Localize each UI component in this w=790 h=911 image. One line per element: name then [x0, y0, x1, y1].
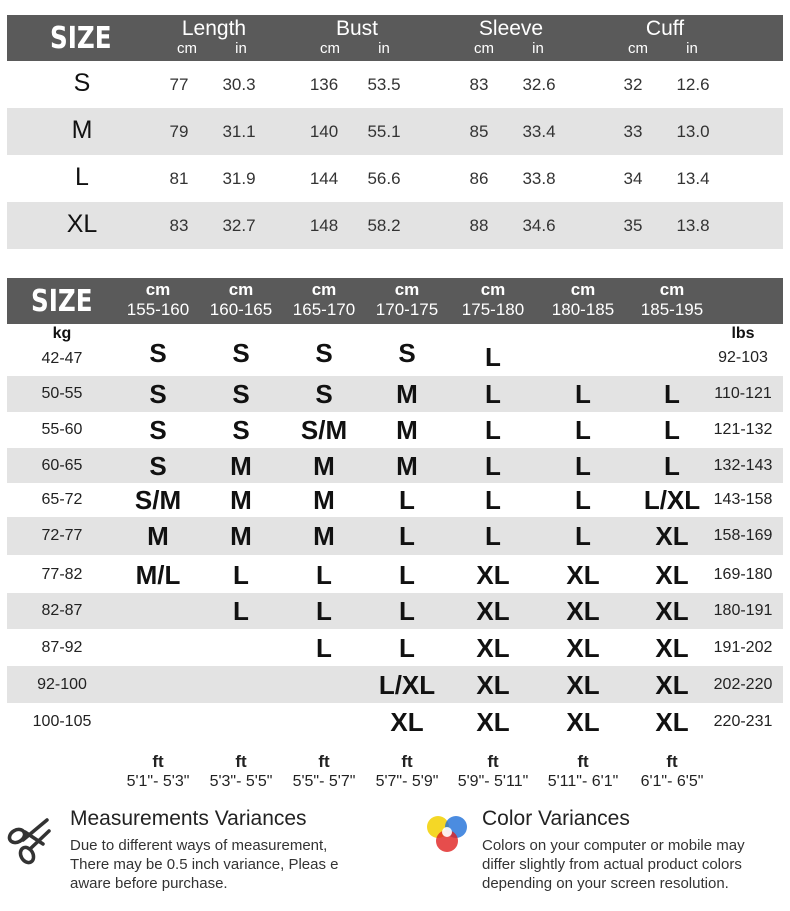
recommended-size: S	[232, 415, 250, 445]
recommended-size: S	[315, 338, 333, 368]
weight-lbs: 132-143	[713, 456, 773, 474]
recommended-size: XL	[655, 521, 689, 551]
table-cell: 33.8	[522, 169, 556, 188]
recommended-size: L	[485, 342, 501, 372]
recommended-size: L	[485, 450, 501, 481]
recommended-size: L	[485, 415, 501, 445]
recommended-size: L	[233, 596, 249, 626]
recommended-size: S	[149, 338, 167, 368]
recommended-size: XL	[566, 596, 600, 626]
size-recommendation-table	[7, 278, 783, 324]
recommended-size: M	[313, 521, 335, 551]
height-cm-header: cm 155-160	[126, 280, 190, 319]
height-ft-label: ft 5'5"- 5'7"	[292, 752, 356, 790]
recommended-size: L	[664, 379, 680, 409]
weight-kg: 55-60	[41, 421, 83, 438]
table-cell: 34	[623, 169, 643, 188]
recommended-size: XL	[476, 559, 510, 590]
table-cell: 32	[623, 75, 643, 94]
table-row	[7, 202, 783, 249]
table-row	[7, 666, 783, 703]
recommended-size: L	[575, 379, 591, 409]
recommended-size: L	[316, 632, 332, 663]
table-cell: 83	[469, 75, 489, 94]
table-cell: 31.1	[222, 122, 256, 141]
kg-unit-label: kg	[52, 325, 72, 342]
table-cell: 86	[469, 169, 489, 188]
table-cell: 79	[169, 122, 189, 141]
color-variances-text: Colors on your computer or mobile may differ slightly from actual product colors depending on your screen resolution.	[482, 837, 745, 892]
measurements-variances-text: Due to different ways of measurement, There may be 0.5 inch variance, Pleas e aware before purchase.	[70, 837, 339, 892]
recommended-size: S	[398, 338, 416, 368]
weight-lbs: 220-231	[713, 713, 773, 730]
recommended-size: M	[396, 379, 418, 409]
color-variances-note	[482, 806, 787, 893]
table-row	[7, 593, 783, 629]
table-cell: 31.9	[222, 169, 256, 188]
height-cm-header: cm 185-195	[640, 280, 704, 319]
table-cell: 33.4	[522, 122, 556, 141]
recommended-size: XL	[390, 707, 424, 737]
height-cm-header: cm 180-185	[551, 280, 615, 319]
table-row	[7, 108, 783, 155]
recommended-size: M/L	[135, 559, 181, 590]
table-row	[7, 556, 783, 593]
recommended-size: S	[232, 379, 250, 409]
recommended-size: M	[396, 415, 418, 445]
measurements-variances-title: Measurements Variances	[70, 807, 307, 830]
table-cell: 35	[623, 216, 643, 235]
recommended-size: L	[575, 415, 591, 445]
recommended-size: XL	[655, 707, 689, 737]
recommended-size: XL	[655, 632, 689, 663]
cuff-header: Cuff cm in	[628, 17, 698, 57]
recommended-size: XL	[566, 632, 600, 663]
height-ft-label: ft 5'11"- 6'1"	[547, 752, 619, 790]
table-cell: 33	[623, 122, 643, 141]
weight-kg: 100-105	[32, 713, 92, 730]
recommended-size: XL	[655, 669, 689, 700]
size-heading: SIZE	[50, 21, 112, 56]
height-cm-header: cm 170-175	[375, 280, 439, 319]
size-heading: SIZE	[31, 284, 93, 319]
recommended-size: L	[664, 415, 680, 445]
table-row	[7, 61, 783, 108]
weight-lbs: 158-169	[713, 527, 773, 544]
recommended-size: L	[399, 632, 415, 663]
color-circles-icon	[422, 810, 476, 860]
recommended-size: S/M	[134, 485, 182, 515]
weight-kg: 92-100	[37, 675, 87, 693]
weight-kg: 60-65	[41, 456, 83, 474]
recommended-size: XL	[476, 596, 510, 626]
height-ft-label: ft 5'9"- 5'11"	[457, 752, 529, 790]
table-row	[7, 412, 783, 448]
recommended-size: L	[316, 596, 332, 626]
size-recommendation-header	[7, 278, 783, 324]
length-header: Length cm in	[177, 17, 247, 57]
recommended-size: M	[230, 450, 252, 481]
size-label: S	[73, 69, 91, 97]
table-cell: 88	[469, 216, 489, 235]
recommended-size: S	[315, 379, 333, 409]
measurement-table-header	[7, 15, 783, 61]
table-cell: 83	[169, 216, 189, 235]
recommended-size: XL	[566, 669, 600, 700]
table-cell: 32.7	[222, 216, 256, 235]
recommended-size: XL	[476, 707, 510, 737]
weight-kg: 87-92	[41, 638, 83, 656]
size-label: L	[75, 163, 89, 191]
weight-kg: 50-55	[41, 385, 83, 402]
recommended-size: L	[485, 379, 501, 409]
weight-lbs: 180-191	[713, 602, 773, 619]
recommended-size: S/M	[300, 415, 348, 445]
recommended-size: L/XL	[378, 669, 436, 700]
table-cell: 140	[309, 122, 339, 141]
weight-kg: 42-47	[41, 350, 83, 367]
table-row	[7, 376, 783, 412]
size-label: M	[71, 116, 93, 144]
table-cell: 13.4	[676, 169, 710, 188]
recommended-size: L	[485, 521, 501, 551]
height-ft-label: ft 6'1"- 6'5"	[640, 752, 704, 790]
height-cm-header: cm 165-170	[292, 280, 356, 319]
recommended-size: M	[396, 450, 418, 481]
weight-kg: 82-87	[41, 602, 83, 619]
recommended-size: L	[575, 521, 591, 551]
recommended-size: L	[233, 559, 249, 590]
recommended-size: S	[149, 415, 167, 445]
size-label: XL	[66, 210, 98, 238]
height-cm-header: cm 160-165	[209, 280, 273, 319]
recommended-size: L	[485, 485, 501, 515]
table-row	[7, 629, 783, 666]
table-row	[7, 448, 783, 483]
table-cell: 77	[169, 75, 189, 94]
recommended-size: XL	[566, 559, 600, 590]
weight-lbs: 143-158	[713, 491, 773, 508]
weight-lbs: 121-132	[713, 421, 773, 438]
recommended-size: S	[149, 379, 167, 409]
table-row	[7, 517, 783, 555]
recommended-size: XL	[476, 669, 510, 700]
recommended-size: L	[575, 485, 591, 515]
weight-kg: 65-72	[41, 491, 83, 508]
recommended-size: M	[313, 485, 335, 515]
recommended-size: L	[575, 450, 591, 481]
recommended-size: XL	[655, 559, 689, 590]
table-cell: 136	[309, 75, 339, 94]
table-cell: 85	[469, 122, 489, 141]
scissors-icon	[3, 810, 63, 870]
recommended-size: XL	[476, 632, 510, 663]
table-cell: 55.1	[367, 122, 401, 141]
weight-lbs: 110-121	[714, 385, 772, 402]
height-cm-header: cm 175-180	[461, 280, 525, 319]
color-variances-title: Color Variances	[482, 807, 630, 830]
weight-lbs: 92-103	[718, 349, 768, 366]
recommended-size: S	[232, 338, 250, 368]
lbs-unit-label: lbs	[731, 325, 755, 342]
weight-kg: 77-82	[41, 565, 83, 583]
recommended-size: L	[399, 596, 415, 626]
table-cell: 56.6	[367, 169, 401, 188]
table-row	[7, 324, 783, 372]
table-cell: 148	[309, 216, 339, 235]
table-cell: 144	[309, 169, 339, 188]
recommended-size: L	[664, 450, 680, 481]
recommended-size: L/XL	[643, 485, 701, 515]
weight-lbs: 202-220	[713, 675, 773, 693]
table-cell: 12.6	[676, 75, 710, 94]
recommended-size: XL	[655, 596, 689, 626]
measurement-table	[7, 15, 783, 249]
table-row	[7, 483, 783, 517]
table-cell: 53.5	[367, 75, 401, 94]
height-ft-label: ft 5'7"- 5'9"	[375, 752, 439, 790]
table-cell: 34.6	[522, 216, 556, 235]
recommended-size: M	[230, 485, 252, 515]
table-row	[7, 703, 783, 741]
recommended-size: L	[399, 485, 415, 515]
table-cell: 58.2	[367, 216, 401, 235]
table-cell: 32.6	[522, 75, 556, 94]
recommended-size: M	[230, 521, 252, 551]
bust-header: Bust cm in	[320, 17, 390, 57]
recommended-size: L	[399, 521, 415, 551]
weight-lbs: 169-180	[713, 565, 773, 583]
height-ft-label: ft 5'1"- 5'3"	[126, 752, 190, 790]
recommended-size: S	[149, 450, 167, 481]
height-ft-label: ft 5'3"- 5'5"	[209, 752, 273, 790]
table-cell: 81	[169, 169, 189, 188]
recommended-size: M	[313, 450, 335, 481]
sleeve-header: Sleeve cm in	[474, 17, 544, 57]
measurements-variances-note	[70, 806, 390, 893]
weight-lbs: 191-202	[713, 638, 773, 656]
table-cell: 30.3	[222, 75, 256, 94]
table-cell: 13.8	[676, 216, 710, 235]
recommended-size: XL	[566, 707, 600, 737]
table-row	[7, 155, 783, 202]
recommended-size: L	[316, 559, 332, 590]
weight-kg: 72-77	[41, 527, 83, 544]
table-cell: 13.0	[676, 122, 710, 141]
recommended-size: L	[399, 559, 415, 590]
recommended-size: M	[147, 521, 169, 551]
